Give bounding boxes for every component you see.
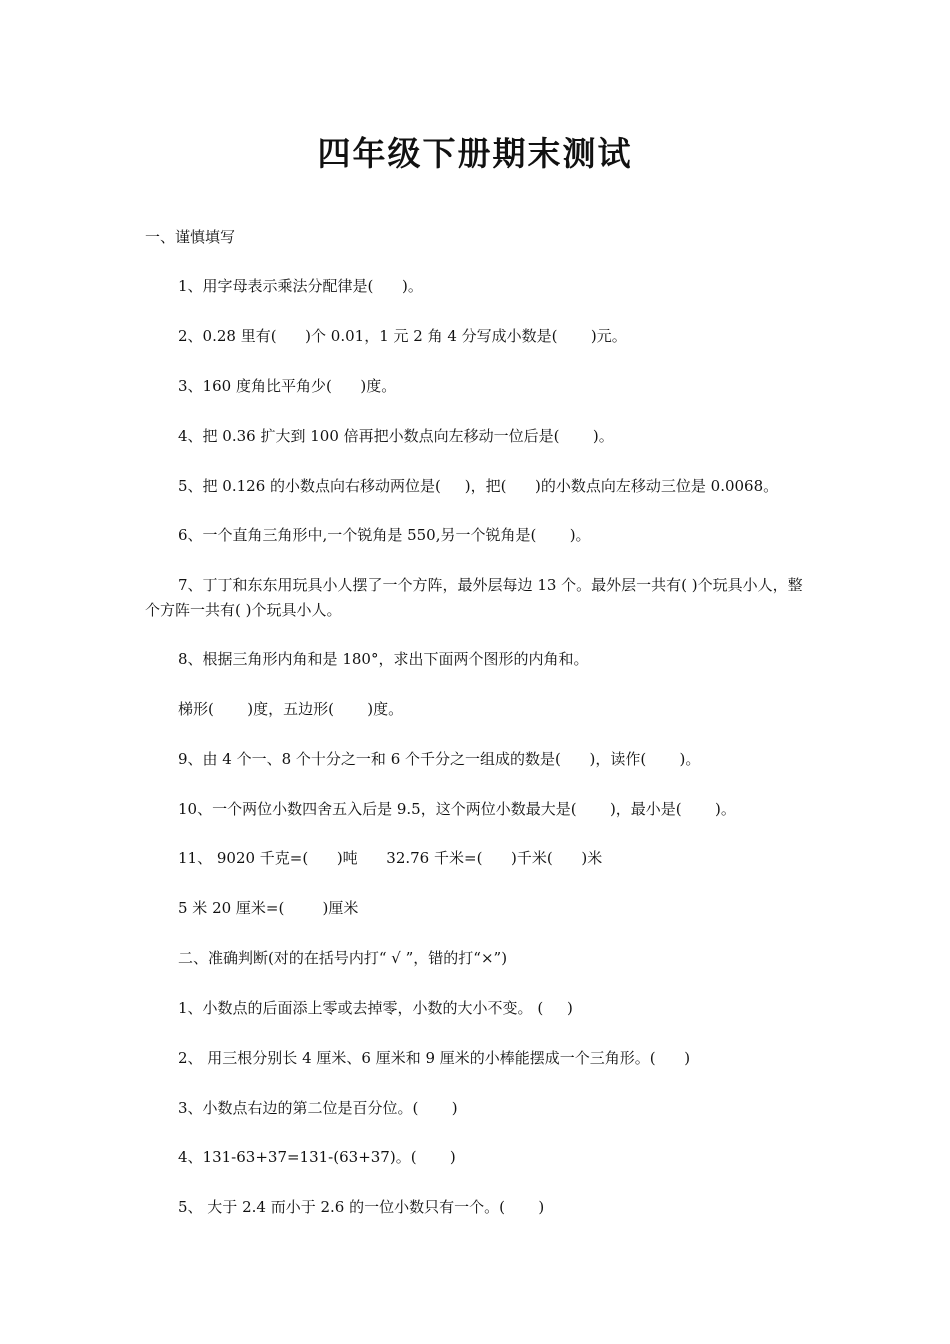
fill-in-question-10: 10、一个两位小数四舍五入后是 9.5，这个两位小数最大是( )，最小是( )。 xyxy=(178,800,736,818)
fill-in-question-6: 6、一个直角三角形中,一个锐角是 550,另一个锐角是( )。 xyxy=(178,526,591,544)
fill-in-question-8-answer-line: 梯形( )度，五边形( )度。 xyxy=(178,700,404,718)
judge-question-4: 4、131-63+37=131-(63+37)。( ) xyxy=(178,1148,456,1166)
fill-in-question-11-continued: 5 米 20 厘米=( )厘米 xyxy=(178,899,359,917)
judge-question-2: 2、 用三根分别长 4 厘米、6 厘米和 9 厘米的小棒能摆成一个三角形。( ) xyxy=(178,1049,691,1067)
fill-in-question-9: 9、由 4 个一、8 个十分之一和 6 个千分之一组成的数是( )，读作( )。 xyxy=(178,750,701,768)
page-title: 四年级下册期末测试 xyxy=(317,134,633,173)
judge-question-5: 5、 大于 2.4 而小于 2.6 的一位小数只有一个。( ) xyxy=(178,1198,545,1216)
section-1-heading: 一、谨慎填写 xyxy=(145,228,236,246)
fill-in-question-1: 1、用字母表示乘法分配律是( )。 xyxy=(178,277,423,295)
fill-in-question-3: 3、160 度角比平角少( )度。 xyxy=(178,377,397,395)
fill-in-question-4: 4、把 0.36 扩大到 100 倍再把小数点向左移动一位后是( )。 xyxy=(178,427,614,445)
fill-in-question-8: 8、根据三角形内角和是 180°，求出下面两个图形的内角和。 xyxy=(178,650,589,668)
judge-question-3: 3、小数点右边的第二位是百分位。( ) xyxy=(178,1099,458,1117)
judge-question-1: 1、小数点的后面添上零或去掉零，小数的大小不变。 ( ) xyxy=(178,999,573,1017)
fill-in-question-2: 2、0.28 里有( )个 0.01，1 元 2 角 4 分写成小数是( )元。 xyxy=(178,327,627,345)
fill-in-question-11: 11、 9020 千克=( )吨 32.76 千米=( )千米( )米 xyxy=(178,849,603,867)
fill-in-question-7: 7、丁丁和东东用玩具小人摆了一个方阵，最外层每边 13 个。最外层一共有( )个玩具小人，整个方阵一共有( )个玩具小人。 xyxy=(145,576,803,619)
fill-in-question-5: 5、把 0.126 的小数点向右移动两位是( )，把( )的小数点向左移动三位是 0.0068。 xyxy=(178,477,779,495)
section-2-heading: 二、准确判断(对的在括号内打“ √ ”，错的打“×”) xyxy=(178,949,508,967)
